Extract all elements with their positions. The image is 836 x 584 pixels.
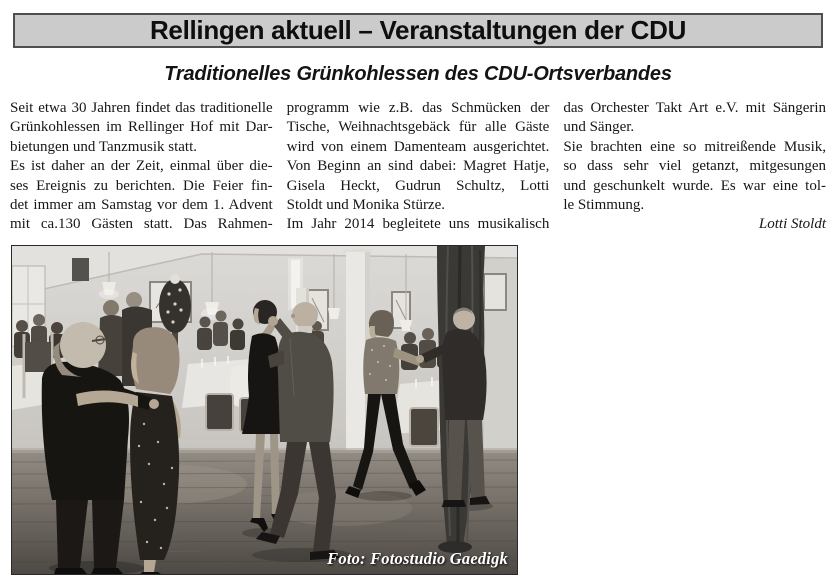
text-line: Seit etwa 30 Jahren findet das traditionelle [10,100,273,116]
article-column-2 [287,99,550,235]
text-line: wird von einem Damenteam ausgerichtet. [286,138,550,155]
text-line: det immer am Samstag vor dem 1. Advent [10,197,273,214]
text-line: programm wie z.B. das Schmücken der [286,100,550,116]
text-line: Tische, Weihnachtsgebäck für alle Gäste [286,119,550,136]
author-signature: Lotti Stoldt [758,216,827,233]
text-line: und geschunkelt wurde. Es war eine tol- [563,177,827,194]
text-line: Sie brachten eine so mitreißende Musik, [563,138,827,155]
text-line: Es ist daher an der Zeit, einmal über die- [10,158,273,175]
text-line: ses Ereignis zu berichten. Die Feier fin- [10,177,273,194]
text-line: bietungen und Tanzmusik statt. [10,138,197,155]
article-title: Traditionelles Grünkohlessen des CDU-Ortsverbandes [164,63,672,85]
text-line: und Sänger. [563,119,635,136]
text-line: das Orchester Takt Art e.V. mit Sängerin [563,100,827,116]
text-line: Grünkohlessen im Rellinger Hof mit Dar- [10,119,273,136]
section-header-box [13,13,823,48]
text-line: Im Jahr 2014 begleitete uns musikalisch [286,216,550,233]
text-line: Gisela Heckt, Gudrun Schultz, Lotti [286,177,550,194]
text-line: le Stimmung. [563,197,645,214]
text-line: Stoldt und Monika Stürze. [286,197,445,214]
article-photo [11,245,518,575]
photo-credit: Foto: Fotostudio Gaedigk [327,549,508,568]
article-column-3 [563,99,826,235]
text-line: mit ca.130 Gästen statt. Das Rahmen- [10,216,273,233]
dance-scene-illustration [12,246,517,574]
text-line: Von Beginn an sind dabei: Magret Hatje, [286,158,550,175]
text-line: so dass sehr viel getanzt, mitgesungen [563,158,827,175]
article-body [10,99,826,235]
section-title: Rellingen aktuell – Veranstaltungen der CDU [149,15,687,45]
article-column-1 [10,99,273,235]
